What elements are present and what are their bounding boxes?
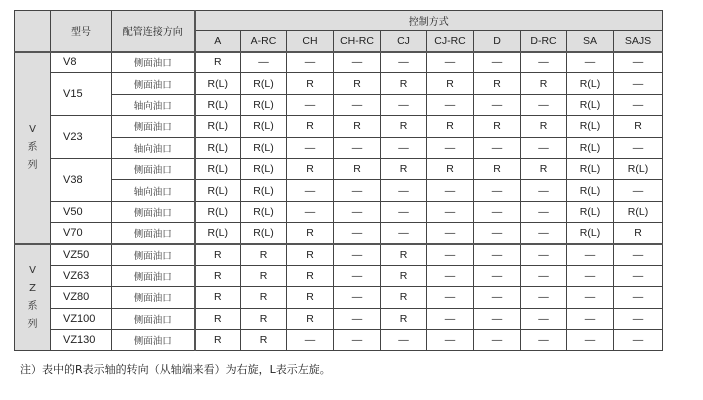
rotation-value-cell: R(L) (195, 223, 241, 244)
rotation-value-cell: — (287, 94, 334, 115)
rotation-value-cell: — (474, 52, 521, 73)
control-header-ch-rc: CH-RC (334, 31, 381, 52)
rotation-value-cell: — (474, 180, 521, 201)
table-header (15, 11, 663, 52)
rotation-value-cell: — (287, 201, 334, 222)
rotation-value-cell: R (381, 116, 427, 137)
rotation-value-cell: — (334, 308, 381, 329)
rotation-value-cell: R (614, 116, 663, 137)
rotation-value-cell: — (381, 201, 427, 222)
rotation-value-cell: R (427, 73, 474, 94)
control-method-table (14, 10, 663, 351)
rotation-value-cell: — (521, 287, 567, 308)
rotation-value-cell: — (287, 330, 334, 351)
rotation-value-cell: — (567, 265, 614, 286)
rotation-value-cell: R (614, 223, 663, 244)
table-row (15, 201, 663, 222)
series-header (15, 11, 51, 52)
rotation-value-cell: R(L) (241, 94, 287, 115)
rotation-value-cell: — (241, 52, 287, 73)
rotation-value-cell: — (474, 244, 521, 265)
rotation-value-cell: — (567, 244, 614, 265)
rotation-value-cell: R (381, 73, 427, 94)
port-direction-cell: 侧面油口 (112, 223, 195, 244)
rotation-value-cell: R(L) (567, 223, 614, 244)
table-row (15, 73, 663, 94)
rotation-value-cell: R (381, 265, 427, 286)
rotation-value-cell: — (614, 287, 663, 308)
control-header-cj-rc: CJ-RC (427, 31, 474, 52)
rotation-value-cell: R(L) (241, 223, 287, 244)
rotation-value-cell: R(L) (195, 94, 241, 115)
rotation-value-cell: — (521, 137, 567, 158)
rotation-value-cell: R (287, 244, 334, 265)
rotation-value-cell: — (381, 330, 427, 351)
rotation-value-cell: R (287, 287, 334, 308)
rotation-value-cell: — (427, 201, 474, 222)
rotation-value-cell: R(L) (241, 73, 287, 94)
rotation-value-cell: R (287, 73, 334, 94)
rotation-value-cell: — (287, 137, 334, 158)
rotation-value-cell: — (614, 244, 663, 265)
rotation-value-cell: — (474, 94, 521, 115)
rotation-value-cell: R (521, 158, 567, 179)
rotation-value-cell: R (474, 158, 521, 179)
rotation-value-cell: R (287, 265, 334, 286)
rotation-value-cell: R (195, 308, 241, 329)
rotation-value-cell: — (474, 265, 521, 286)
rotation-value-cell: R(L) (567, 116, 614, 137)
rotation-value-cell: — (427, 180, 474, 201)
rotation-value-cell: — (567, 287, 614, 308)
rotation-value-cell: — (567, 308, 614, 329)
port-direction-cell: 侧面油口 (112, 244, 195, 265)
rotation-value-cell: R(L) (195, 137, 241, 158)
rotation-value-cell: R(L) (241, 180, 287, 201)
rotation-value-cell: — (474, 137, 521, 158)
rotation-value-cell: R(L) (567, 201, 614, 222)
series-char: V (29, 123, 36, 135)
table-body (15, 52, 663, 351)
model-cell: VZ130 (51, 330, 112, 351)
rotation-value-cell: R (381, 158, 427, 179)
rotation-value-cell: R (241, 330, 287, 351)
rotation-value-cell: — (334, 223, 381, 244)
control-header-sajs: SAJS (614, 31, 663, 52)
rotation-value-cell: R (241, 287, 287, 308)
table-row (15, 330, 663, 351)
port-direction-cell: 侧面油口 (112, 308, 195, 329)
rotation-value-cell: — (614, 73, 663, 94)
table-row (15, 287, 663, 308)
table-row (15, 116, 663, 137)
rotation-value-cell: — (614, 308, 663, 329)
rotation-value-cell: R (521, 116, 567, 137)
rotation-value-cell: — (474, 330, 521, 351)
rotation-value-cell: R(L) (195, 201, 241, 222)
rotation-value-cell: R(L) (241, 137, 287, 158)
rotation-value-cell: — (287, 52, 334, 73)
rotation-value-cell: R (334, 158, 381, 179)
rotation-value-cell: R(L) (614, 201, 663, 222)
rotation-value-cell: R (521, 73, 567, 94)
series-char: 列 (27, 318, 38, 330)
rotation-value-cell: R (241, 308, 287, 329)
series-label (15, 244, 51, 351)
rotation-value-cell: — (334, 201, 381, 222)
rotation-value-cell: — (334, 330, 381, 351)
rotation-value-cell: — (427, 265, 474, 286)
rotation-value-cell: — (334, 52, 381, 73)
series-char: 列 (27, 159, 38, 171)
rotation-value-cell: R (195, 330, 241, 351)
rotation-value-cell: R(L) (567, 180, 614, 201)
rotation-value-cell: R (334, 73, 381, 94)
table-row (15, 244, 663, 265)
header-row-top (15, 11, 663, 31)
model-cell: V15 (51, 73, 112, 116)
port-direction-cell: 轴向油口 (112, 94, 195, 115)
table-row (15, 180, 663, 201)
series-char: Z (29, 282, 36, 294)
rotation-value-cell: R (381, 308, 427, 329)
control-method-header: 控制方式 (195, 11, 663, 31)
rotation-value-cell: — (381, 180, 427, 201)
table-row (15, 94, 663, 115)
rotation-value-cell: — (521, 244, 567, 265)
port-direction-cell: 侧面油口 (112, 158, 195, 179)
rotation-value-cell: R(L) (195, 73, 241, 94)
series-char: V (29, 264, 36, 276)
rotation-value-cell: — (334, 137, 381, 158)
rotation-value-cell: — (427, 94, 474, 115)
rotation-value-cell: — (334, 94, 381, 115)
rotation-value-cell: R (195, 52, 241, 73)
rotation-value-cell: — (567, 52, 614, 73)
rotation-value-cell: — (567, 330, 614, 351)
rotation-value-cell: — (521, 52, 567, 73)
control-header-d: D (474, 31, 521, 52)
rotation-value-cell: — (427, 308, 474, 329)
rotation-value-cell: R(L) (567, 94, 614, 115)
rotation-value-cell: R (195, 265, 241, 286)
footnote: 注）表中的R表示轴的转向（从轴端来看）为右旋，L表示左旋。 (20, 363, 331, 376)
series-char: 系 (27, 300, 38, 312)
rotation-value-cell: R(L) (195, 180, 241, 201)
control-header-cj: CJ (381, 31, 427, 52)
control-header-a-rc: A-RC (241, 31, 287, 52)
port-direction-cell: 轴向油口 (112, 180, 195, 201)
rotation-value-cell: R (427, 158, 474, 179)
rotation-value-cell: — (334, 244, 381, 265)
port-direction-header: 配管连接方向 (112, 11, 195, 52)
rotation-value-cell: — (474, 201, 521, 222)
rotation-value-cell: R (287, 223, 334, 244)
rotation-value-cell: — (334, 287, 381, 308)
series-label (15, 52, 51, 245)
model-cell: V8 (51, 52, 112, 73)
control-header-a: A (195, 31, 241, 52)
rotation-value-cell: — (334, 265, 381, 286)
rotation-value-cell: — (521, 308, 567, 329)
rotation-value-cell: R(L) (195, 116, 241, 137)
rotation-value-cell: — (381, 223, 427, 244)
port-direction-cell: 侧面油口 (112, 73, 195, 94)
rotation-value-cell: — (614, 330, 663, 351)
rotation-value-cell: — (474, 308, 521, 329)
model-cell: V50 (51, 201, 112, 222)
rotation-value-cell: R(L) (241, 158, 287, 179)
rotation-value-cell: — (521, 330, 567, 351)
rotation-value-cell: R (287, 308, 334, 329)
model-header: 型号 (51, 11, 112, 52)
model-cell: V70 (51, 223, 112, 244)
port-direction-cell: 侧面油口 (112, 330, 195, 351)
table-row (15, 52, 663, 73)
rotation-value-cell: — (521, 180, 567, 201)
rotation-value-cell: — (381, 52, 427, 73)
rotation-value-cell: R (287, 116, 334, 137)
model-cell: V38 (51, 158, 112, 201)
rotation-value-cell: — (521, 265, 567, 286)
rotation-value-cell: R (241, 244, 287, 265)
table-row (15, 223, 663, 244)
control-header-sa: SA (567, 31, 614, 52)
rotation-value-cell: — (614, 52, 663, 73)
rotation-value-cell: — (427, 223, 474, 244)
rotation-value-cell: R (195, 287, 241, 308)
rotation-value-cell: — (614, 94, 663, 115)
port-direction-cell: 侧面油口 (112, 52, 195, 73)
model-cell: VZ100 (51, 308, 112, 329)
rotation-value-cell: R (241, 265, 287, 286)
model-cell: VZ50 (51, 244, 112, 265)
rotation-value-cell: R (474, 73, 521, 94)
rotation-value-cell: — (427, 52, 474, 73)
rotation-value-cell: R (381, 244, 427, 265)
rotation-value-cell: R(L) (567, 137, 614, 158)
rotation-value-cell: — (427, 287, 474, 308)
rotation-value-cell: — (427, 137, 474, 158)
rotation-value-cell: — (334, 180, 381, 201)
series-char: 系 (27, 141, 38, 153)
rotation-value-cell: R(L) (195, 158, 241, 179)
rotation-value-cell: R (334, 116, 381, 137)
port-direction-cell: 轴向油口 (112, 137, 195, 158)
rotation-value-cell: — (521, 223, 567, 244)
rotation-value-cell: R(L) (567, 158, 614, 179)
rotation-value-cell: — (474, 287, 521, 308)
rotation-value-cell: — (614, 265, 663, 286)
rotation-value-cell: R(L) (241, 116, 287, 137)
port-direction-cell: 侧面油口 (112, 116, 195, 137)
rotation-value-cell: — (381, 94, 427, 115)
rotation-value-cell: — (474, 223, 521, 244)
port-direction-cell: 侧面油口 (112, 265, 195, 286)
rotation-value-cell: R(L) (241, 201, 287, 222)
model-cell: V23 (51, 116, 112, 159)
control-header-d-rc: D-RC (521, 31, 567, 52)
rotation-value-cell: — (427, 330, 474, 351)
rotation-value-cell: — (521, 201, 567, 222)
rotation-value-cell: R (381, 287, 427, 308)
port-direction-cell: 侧面油口 (112, 201, 195, 222)
table-row (15, 158, 663, 179)
rotation-value-cell: R (195, 244, 241, 265)
control-header-ch: CH (287, 31, 334, 52)
rotation-value-cell: R (287, 158, 334, 179)
rotation-value-cell: R(L) (614, 158, 663, 179)
model-cell: VZ80 (51, 287, 112, 308)
rotation-value-cell: R (427, 116, 474, 137)
table-row (15, 265, 663, 286)
rotation-value-cell: R(L) (567, 73, 614, 94)
table-row (15, 137, 663, 158)
rotation-value-cell: R (474, 116, 521, 137)
table-row (15, 308, 663, 329)
rotation-value-cell: — (521, 94, 567, 115)
rotation-value-cell: — (427, 244, 474, 265)
rotation-value-cell: — (614, 180, 663, 201)
rotation-value-cell: — (614, 137, 663, 158)
rotation-value-cell: — (381, 137, 427, 158)
port-direction-cell: 侧面油口 (112, 287, 195, 308)
rotation-value-cell: — (287, 180, 334, 201)
model-cell: VZ63 (51, 265, 112, 286)
